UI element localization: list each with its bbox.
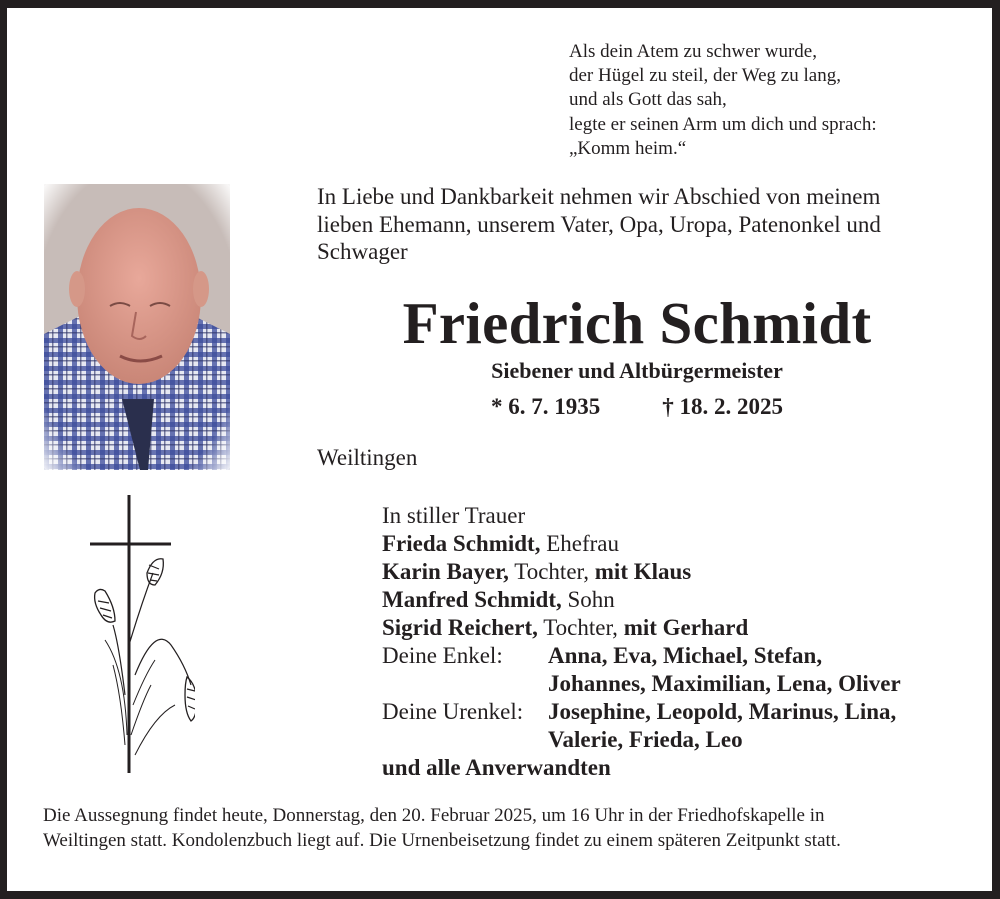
mourner-entry: Manfred Schmidt, Sohn: [382, 587, 615, 612]
grandchildren-row: [382, 642, 901, 670]
mourners-list: [382, 502, 901, 782]
mourners-closing: und alle Anverwandten: [382, 755, 611, 780]
deceased-name: Friedrich Schmidt: [402, 290, 872, 356]
great-grandchildren-names: Josephine, Leopold, Marinus, Lina,: [548, 699, 897, 724]
great-grandchildren-row: [382, 698, 901, 726]
mourners-heading: In stiller Trauer: [382, 503, 526, 528]
cross-with-wheat-icon: [85, 495, 195, 775]
great-grandchildren-names: Valerie, Frieda, Leo: [548, 727, 743, 752]
life-dates: [307, 392, 967, 422]
deceased-title: Siebener und Altbürgermeister: [491, 358, 783, 383]
poem-line: der Hügel zu steil, der Weg zu lang,: [569, 65, 841, 87]
footer-line: Die Aussegnung findet heute, Donnerstag, den 20. Februar 2025, um 16 Uhr in der Friedhofskapelle in: [43, 805, 825, 826]
farewell-intro: [317, 183, 957, 266]
great-grandchildren-label: Deine Urenkel:: [382, 699, 524, 724]
mourner-entry: Frieda Schmidt, Ehefrau: [382, 531, 619, 556]
grandchildren-label: Deine Enkel:: [382, 643, 503, 668]
footer-line: Weiltingen statt. Kondolenzbuch liegt auf. Die Urnenbeisetzung findet zu einem späteren Zeitpunkt statt.: [43, 829, 841, 851]
memorial-poem: [569, 40, 877, 161]
mourner-entry: Karin Bayer, Tochter, mit Klaus: [382, 559, 692, 584]
death-date: † 18. 2. 2025: [662, 394, 783, 419]
intro-line: lieben Ehemann, unserem Vater, Opa, Uropa, Patenonkel und: [317, 211, 881, 237]
grandchildren-row-cont: [382, 670, 901, 698]
portrait-photo: [44, 184, 230, 470]
poem-line: „Komm heim.“: [569, 137, 687, 159]
mourner-entry: Sigrid Reichert, Tochter, mit Gerhard: [382, 615, 749, 640]
poem-line: und als Gott das sah,: [569, 89, 727, 111]
obituary-notice: [7, 8, 992, 891]
grandchildren-names: Anna, Eva, Michael, Stefan,: [548, 643, 823, 668]
grandchildren-names: Johannes, Maximilian, Lena, Oliver: [548, 671, 901, 696]
birth-date: * 6. 7. 1935: [491, 394, 601, 419]
poem-line: Als dein Atem zu schwer wurde,: [569, 41, 817, 62]
intro-line: Schwager: [317, 239, 408, 264]
service-details: [43, 804, 973, 853]
intro-line: In Liebe und Dankbarkeit nehmen wir Abschied von meinem: [317, 184, 881, 209]
poem-line: legte er seinen Arm um dich und sprach:: [569, 113, 877, 135]
hometown: Weiltingen: [317, 445, 418, 470]
great-grandchildren-row-cont: [382, 726, 901, 754]
